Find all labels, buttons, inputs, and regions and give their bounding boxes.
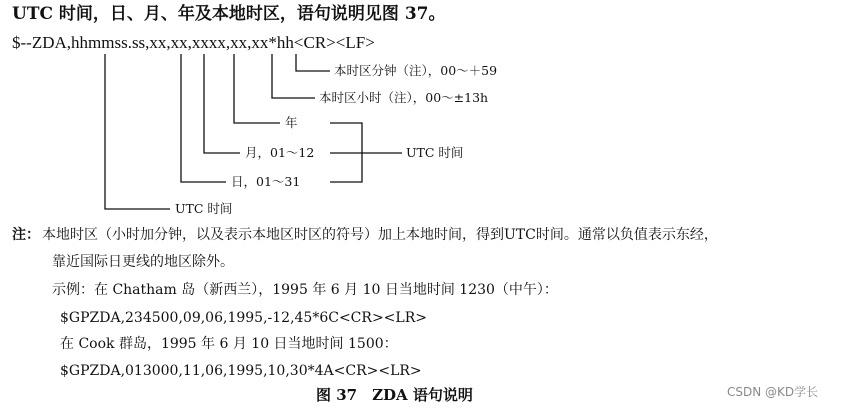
example-intro: 示例：在 Chatham 岛（新西兰），1995 年 6 月 10 日当地时间 1230（中午）：	[52, 282, 558, 298]
label-zone-minutes: 本时区分钟（注），00～＋59	[334, 63, 498, 78]
label-day: 日，01～31	[231, 174, 301, 189]
label-year: 年	[285, 115, 298, 130]
connector-zone-hours	[272, 54, 315, 98]
note-line-1: 本地时区（小时加分钟，以及表示本地区时区的符号）加上本地时间，得到UTC时间。通常以负值表示东经，	[42, 227, 718, 243]
note-label: 注：	[12, 227, 40, 243]
example-sentence-2: $GPZDA,013000,11,06,1995,10,30*4A<CR><LR>	[60, 363, 422, 379]
watermark: CSDN @KD学长	[727, 385, 819, 399]
connector-zone-minutes	[296, 54, 330, 71]
example-2-intro: 在 Cook 群岛，1995 年 6 月 10 日当地时间 1500：	[60, 336, 398, 352]
format-string: $--ZDA,hhmmss.ss,xx,xx,xxxx,xx,xx*hh<CR><LF>	[12, 33, 375, 52]
label-zone-hours: 本时区小时（注），00～±13h	[319, 90, 489, 105]
connector-year	[234, 54, 280, 123]
example-sentence-1: $GPZDA,234500,09,06,1995,-12,45*6C<CR><LR>	[60, 310, 427, 326]
connector-utc-time	[105, 54, 170, 209]
figure-caption: 图 37 ZDA 语句说明	[316, 386, 473, 404]
intro-text: UTC 时间，日、月、年及本地时区，语句说明见图 37。	[12, 4, 446, 24]
note-line-2: 靠近国际日更线的地区除外。	[52, 254, 234, 270]
label-utc-time: UTC 时间	[175, 201, 233, 216]
label-utc-bracket: UTC 时间	[406, 145, 464, 160]
label-month: 月，01～12	[245, 145, 315, 160]
